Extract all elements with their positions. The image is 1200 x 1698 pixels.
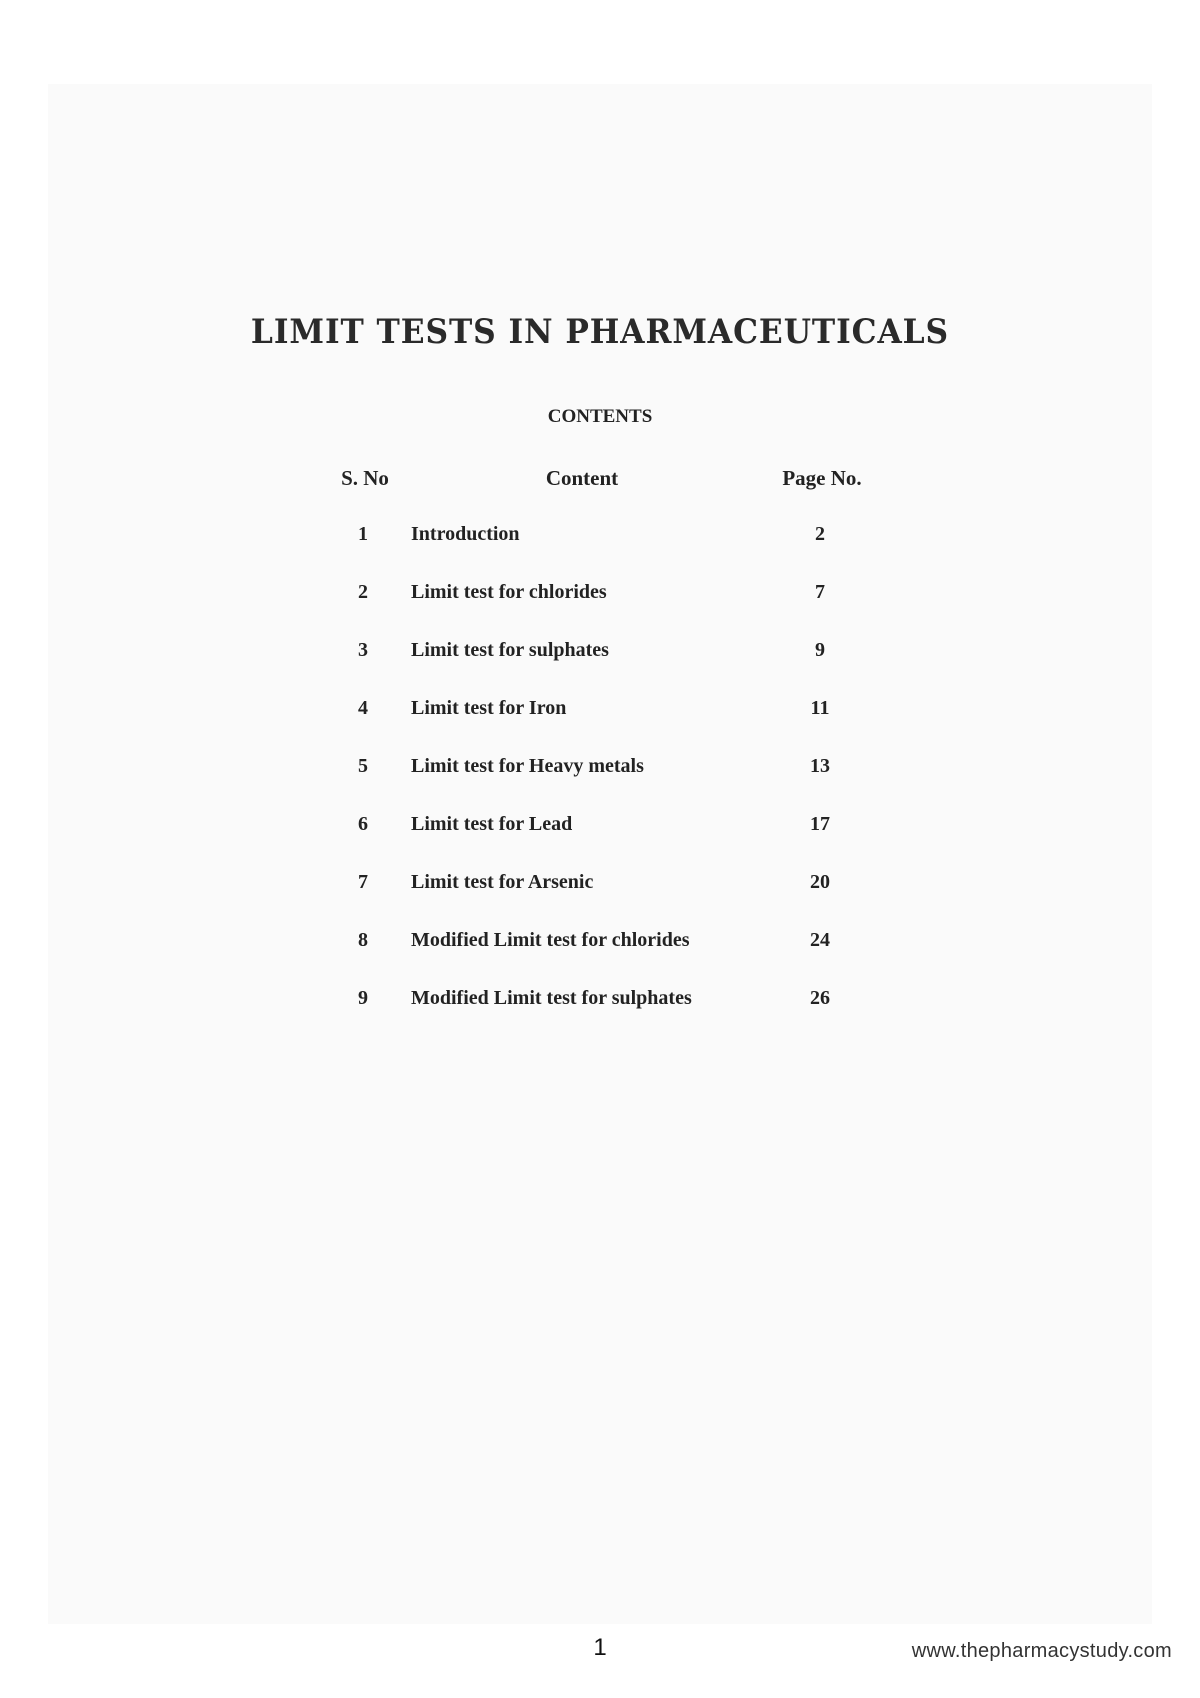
- toc-content: Limit test for Heavy metals: [411, 755, 644, 777]
- toc-row: [0, 523, 1200, 581]
- toc-sno: 9: [358, 987, 368, 1009]
- toc-sno: 8: [358, 929, 368, 951]
- toc-content: Introduction: [411, 523, 520, 545]
- content-column-header: Content: [545, 466, 619, 490]
- toc-content: Limit test for sulphates: [411, 639, 609, 661]
- toc-row: [0, 639, 1200, 697]
- toc-page: 7: [815, 581, 825, 603]
- footer-page-number: 1: [593, 1634, 607, 1661]
- toc-content: Limit test for Arsenic: [411, 871, 594, 893]
- toc-row: [0, 697, 1200, 755]
- toc-page: 26: [810, 987, 830, 1009]
- toc-sno: 2: [358, 581, 368, 603]
- toc-row: [0, 929, 1200, 987]
- toc-sno: 5: [358, 755, 368, 777]
- toc-row: [0, 581, 1200, 639]
- toc-row: [0, 755, 1200, 813]
- document-title: LIMIT TESTS IN PHARMACEUTICALS: [250, 312, 950, 352]
- toc-page: 9: [815, 639, 825, 661]
- footer-website-url: www.thepharmacystudy.com: [911, 1640, 1172, 1662]
- toc-row: [0, 987, 1200, 1045]
- sno-column-header: S. No: [341, 466, 389, 490]
- toc-page: 20: [810, 871, 830, 893]
- toc-content: Limit test for Iron: [411, 697, 567, 719]
- toc-sno: 3: [358, 639, 368, 661]
- toc-page: 11: [810, 697, 830, 719]
- toc-content: Modified Limit test for sulphates: [411, 987, 692, 1009]
- toc-page: 24: [810, 929, 830, 951]
- toc-table: [0, 523, 1200, 1045]
- toc-sno: 6: [358, 813, 368, 835]
- toc-page: 17: [810, 813, 830, 835]
- contents-heading: CONTENTS: [547, 406, 653, 427]
- page-column-header: Page No.: [782, 466, 862, 490]
- toc-content: Limit test for Lead: [411, 813, 573, 835]
- toc-header-row: [0, 466, 1200, 494]
- toc-page: 2: [815, 523, 825, 545]
- toc-sno: 1: [358, 523, 368, 545]
- toc-content: Modified Limit test for chlorides: [411, 929, 690, 951]
- toc-page: 13: [810, 755, 830, 777]
- toc-sno: 4: [358, 697, 368, 719]
- toc-row: [0, 813, 1200, 871]
- toc-content: Limit test for chlorides: [411, 581, 607, 603]
- toc-row: [0, 871, 1200, 929]
- toc-sno: 7: [358, 871, 368, 893]
